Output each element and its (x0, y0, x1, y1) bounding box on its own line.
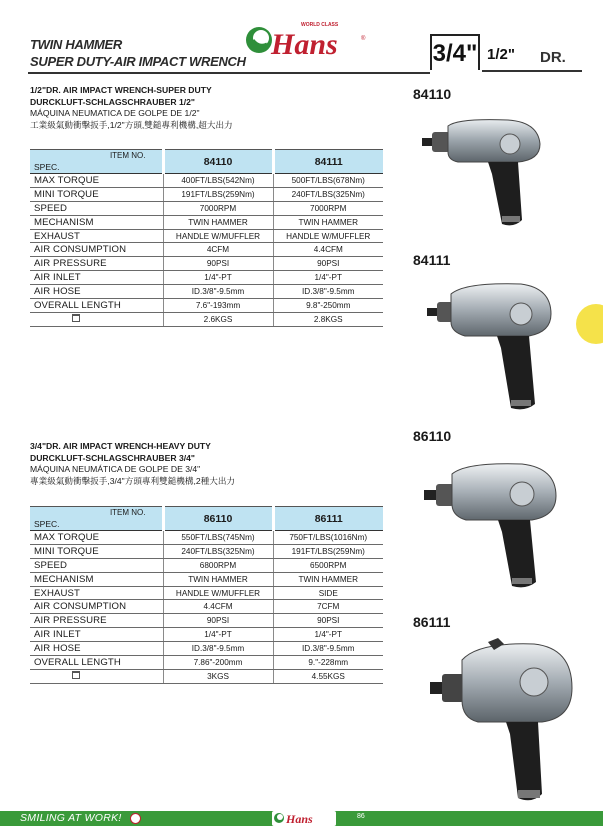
row-value: 750FT/LBS(1016Nm) (273, 531, 383, 545)
row-value: TWIN HAMMER (273, 215, 383, 229)
model-header: 84110 (163, 150, 273, 174)
table-row (30, 669, 383, 683)
row-value: 1/4"-PT (163, 271, 273, 285)
row-value: HANDLE W/MUFFLER (273, 229, 383, 243)
page-title (30, 36, 246, 70)
table-row (30, 544, 383, 558)
impact-wrench-86111-image (428, 638, 576, 806)
table-row (30, 271, 383, 285)
logo-brand-text: Hans (271, 28, 338, 61)
row-value: 400FT/LBS(542Nm) (163, 174, 273, 188)
row-value: 7000RPM (163, 201, 273, 215)
row-value: 4.55KGS (273, 669, 383, 683)
drive-size-secondary: 1/2" (487, 46, 515, 63)
item-no-label: ITEM NO. (109, 508, 146, 517)
row-value: ID.3/8"-9.5mm (273, 285, 383, 299)
row-value: 191FT/LBS(259Nm) (273, 544, 383, 558)
table-row (30, 257, 383, 271)
section-2-title-en: 3/4"DR. AIR IMPACT WRENCH-HEAVY DUTY (30, 441, 211, 451)
row-value: 2.6KGS (163, 312, 273, 326)
row-label: MINI TORQUE (30, 187, 163, 201)
footer (0, 811, 603, 833)
row-value: TWIN HAMMER (163, 572, 273, 586)
row-label: AIR CONSUMPTION (30, 600, 163, 614)
spec-table-1 (30, 149, 383, 327)
spec-table-2 (30, 506, 383, 684)
section-2-title-de: DURCKLUFT-SCHLAGSCHRAUBER 3/4" (30, 452, 195, 463)
weight-icon (72, 671, 80, 679)
row-value: 6500RPM (273, 558, 383, 572)
spec-header-cell (30, 150, 163, 174)
table-row (30, 558, 383, 572)
row-value: ID.3/8"-9.5mm (163, 285, 273, 299)
model-header: 86110 (163, 507, 273, 531)
row-value: 90PSI (273, 614, 383, 628)
table-row (30, 285, 383, 299)
footer-slogan: SMILING AT WORK! (20, 812, 122, 824)
table-row (30, 572, 383, 586)
spec-label: SPEC. (34, 162, 60, 172)
title-line-2: SUPER DUTY-AIR IMPACT WRENCH (30, 54, 246, 69)
section-1-title-zh: 工業級氣動衝擊扳手,1/2"方頭,雙鎚專利機構,超大出力 (30, 119, 233, 130)
drive-size-primary: 3/4" (430, 34, 480, 70)
row-value: ID.3/8"-9.5mm (163, 642, 273, 656)
footer-brand-text: Hans (286, 812, 313, 826)
row-value: 3KGS (163, 669, 273, 683)
row-value: 90PSI (273, 257, 383, 271)
row-value: 90PSI (163, 614, 273, 628)
spec-label: SPEC. (34, 519, 60, 529)
model-header: 86111 (273, 507, 383, 531)
row-label: AIR HOSE (30, 285, 163, 299)
row-value: SIDE (273, 586, 383, 600)
row-label: SPEED (30, 558, 163, 572)
row-value: 90PSI (163, 257, 273, 271)
row-value: TWIN HAMMER (273, 572, 383, 586)
table-row (30, 642, 383, 656)
drive-suffix: DR. (540, 49, 566, 66)
row-value: 9."-228mm (273, 656, 383, 670)
row-value: 191FT/LBS(259Nm) (163, 187, 273, 201)
row-label: MAX TORQUE (30, 174, 163, 188)
page-tab-marker (576, 304, 603, 344)
row-label: OVERALL LENGTH (30, 299, 163, 313)
table-row (30, 586, 383, 600)
row-label: AIR CONSUMPTION (30, 243, 163, 257)
table-row (30, 628, 383, 642)
row-value: 2.8KGS (273, 312, 383, 326)
row-value: 500FT/LBS(678Nm) (273, 174, 383, 188)
row-value: TWIN HAMMER (163, 215, 273, 229)
section-1-title-es: MÁQUINA NEUMATICA DE GOLPE DE 1/2" (30, 108, 200, 118)
table-row (30, 174, 383, 188)
section-2-heading (30, 441, 235, 487)
spec-header-cell (30, 507, 163, 531)
table-row (30, 243, 383, 257)
table-row (30, 299, 383, 313)
row-value: 550FT/LBS(745Nm) (163, 531, 273, 545)
drive-rule (482, 70, 582, 72)
table-row (30, 600, 383, 614)
row-label: MECHANISM (30, 572, 163, 586)
product-label-86110: 86110 (413, 428, 452, 444)
row-value: 9.8"-250mm (273, 299, 383, 313)
section-2-title-zh: 專業級氣動衝擊扳手,3/4"方頭專利雙鎚機構,2種大出力 (30, 475, 236, 486)
row-value: HANDLE W/MUFFLER (163, 229, 273, 243)
impact-wrench-86110-image (422, 460, 562, 592)
table-row (30, 187, 383, 201)
row-label: AIR HOSE (30, 642, 163, 656)
row-value: 4CFM (163, 243, 273, 257)
row-label: AIR INLET (30, 628, 163, 642)
weight-icon (72, 314, 80, 322)
row-value: 4.4CFM (163, 600, 273, 614)
row-label: AIR PRESSURE (30, 614, 163, 628)
table-row (30, 201, 383, 215)
row-value: 7CFM (273, 600, 383, 614)
row-value: 1/4"-PT (163, 628, 273, 642)
row-value: 7.6"-193mm (163, 299, 273, 313)
item-no-label: ITEM NO. (109, 151, 146, 160)
table-row (30, 229, 383, 243)
hans-logo (243, 14, 373, 74)
product-label-84111: 84111 (413, 252, 451, 268)
row-value: 240FT/LBS(325Nm) (273, 187, 383, 201)
table-row (30, 656, 383, 670)
row-value: 7.86"-200mm (163, 656, 273, 670)
table-row (30, 215, 383, 229)
row-value: ID.3/8"-9.5mm (273, 642, 383, 656)
row-label: MAX TORQUE (30, 531, 163, 545)
spec-table-1-header (30, 150, 383, 174)
row-label: SPEED (30, 201, 163, 215)
product-label-86111: 86111 (413, 614, 451, 630)
svg-text:®: ® (361, 36, 366, 42)
row-value: 240FT/LBS(325Nm) (163, 544, 273, 558)
row-label: OVERALL LENGTH (30, 656, 163, 670)
product-label-84110: 84110 (413, 86, 452, 102)
spec-table-2-header (30, 507, 383, 531)
title-line-1: TWIN HAMMER (30, 37, 123, 52)
row-value: 1/4"-PT (273, 271, 383, 285)
row-label: AIR INLET (30, 271, 163, 285)
row-value: HANDLE W/MUFFLER (163, 586, 273, 600)
logo-tag-text: WORLD CLASS (301, 22, 339, 28)
section-1-title-de: DURCKLUFT-SCHLAGSCHRAUBER 1/2" (30, 96, 195, 107)
smiley-icon (130, 813, 141, 824)
impact-wrench-84111-image (425, 278, 555, 414)
row-label: EXHAUST (30, 586, 163, 600)
row-value: 1/4"-PT (273, 628, 383, 642)
row-value: 7000RPM (273, 201, 383, 215)
page-number: 86 (357, 813, 365, 820)
impact-wrench-84110-image (418, 112, 548, 230)
table-row (30, 312, 383, 326)
section-2-title-es: MÁQUINA NEUMÁTICA DE GOLPE DE 3/4" (30, 464, 201, 474)
section-1-heading (30, 85, 233, 131)
table-row (30, 614, 383, 628)
row-value: 6800RPM (163, 558, 273, 572)
section-1-title-en: 1/2"DR. AIR IMPACT WRENCH-SUPER DUTY (30, 85, 212, 95)
row-value: 4.4CFM (273, 243, 383, 257)
row-label: AIR PRESSURE (30, 257, 163, 271)
row-label: MINI TORQUE (30, 544, 163, 558)
model-header: 84111 (273, 150, 383, 174)
footer-logo (272, 811, 336, 826)
row-label: EXHAUST (30, 229, 163, 243)
table-row (30, 531, 383, 545)
row-label: MECHANISM (30, 215, 163, 229)
